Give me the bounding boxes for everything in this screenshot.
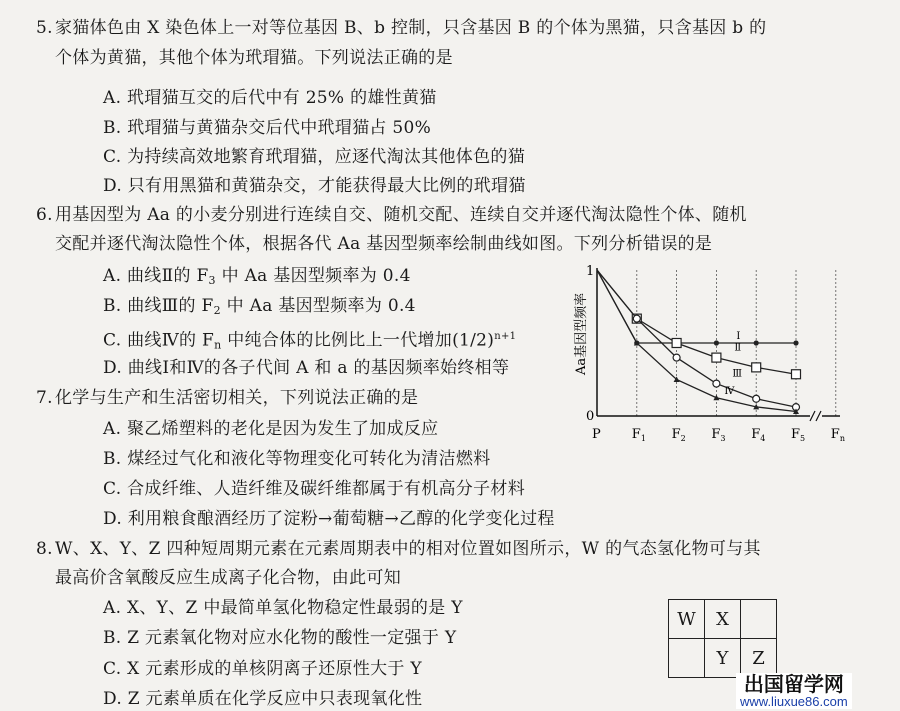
- question-number: 8.: [36, 539, 53, 559]
- data-point: [673, 354, 680, 361]
- option-b: B. 煤经过气化和液化等物理变化可转化为清洁燃料: [103, 449, 491, 469]
- cell-w: W: [669, 600, 705, 639]
- cell-empty: [669, 639, 705, 678]
- y-tick-label: 0: [586, 409, 595, 424]
- logo-url: www.liuxue86.com: [740, 694, 848, 709]
- question-stem: 最高价含氧酸反应生成离子化合物，由此可知: [55, 568, 401, 588]
- x-tick-label: P: [592, 427, 601, 442]
- x-tick-label: $F_3$: [711, 427, 726, 443]
- data-point: [713, 380, 720, 387]
- question-number: 7.: [36, 388, 53, 408]
- question-stem: 用基因型为 Aa 的小麦分别进行连续自交、随机交配、连续自交并逐代淘汰隐性个体、随机: [55, 205, 747, 225]
- data-point: [752, 363, 761, 372]
- data-point: [793, 340, 798, 345]
- x-tick-label: $F_5$: [791, 427, 806, 443]
- series-label: Ⅰ: [736, 331, 741, 342]
- option-c: C. 曲线Ⅳ的 $F_n$ 中纯合体的比例比上一代增加$(1/2)^{n+1}$: [103, 330, 517, 352]
- option-a: A. X、Y、Z 中最简单氢化物稳定性最弱的是 Y: [103, 598, 463, 618]
- option-b: B. 玳瑁猫与黄猫杂交后代中玳瑁猫占 50%: [103, 118, 432, 138]
- cell-y: Y: [705, 639, 741, 678]
- option-c: C. X 元素形成的单核阴离子还原性大于 Y: [103, 659, 422, 679]
- option-d: D. 只有用黑猫和黄猫杂交，才能获得最大比例的玳瑁猫: [103, 176, 526, 196]
- question-stem: 化学与生产和生活密切相关，下列说法正确的是: [55, 388, 419, 408]
- series-label: Ⅳ: [724, 386, 735, 398]
- cell-x: X: [705, 600, 741, 639]
- series-line-Ⅲ: [597, 270, 796, 407]
- option-c: C. 合成纤维、人造纤维及碳纤维都属于有机高分子材料: [103, 479, 526, 499]
- series-label: Ⅱ: [734, 342, 742, 354]
- axis-break-mark: [810, 411, 815, 421]
- option-d: D. 利用粮食酿酒经历了淀粉→葡萄糖→乙醇的化学变化过程: [103, 509, 555, 529]
- data-point: [714, 340, 719, 345]
- option-c: C. 为持续高效地繁育玳瑁猫，应逐代淘汰其他体色的猫: [103, 147, 526, 167]
- data-point: [672, 339, 681, 348]
- logo-name: 出国留学网: [743, 672, 844, 696]
- series-line-Ⅱ: [597, 270, 796, 374]
- option-d: D. Z 元素单质在化学反应中只表现氧化性: [103, 689, 423, 709]
- site-logo: [736, 673, 852, 709]
- x-tick-label: $F_n$: [830, 427, 845, 443]
- data-point: [792, 370, 801, 379]
- x-tick-label: $F_1$: [631, 427, 646, 443]
- question-stem: W、X、Y、Z 四种短周期元素在元素周期表中的相对位置如图所示，W 的气态氢化物可与其: [55, 539, 761, 559]
- option-b: B. 曲线Ⅲ的 $F_2$ 中 Aa 基因型频率为 0.4: [103, 296, 416, 317]
- y-axis-label: Aa基因型频率: [574, 292, 589, 375]
- series-line-Ⅳ: [597, 270, 796, 411]
- y-tick-label: 1: [586, 264, 595, 279]
- option-b: B. Z 元素氧化物对应水化物的酸性一定强于 Y: [103, 628, 457, 648]
- question-stem: 个体为黄猫，其他个体为玳瑁猫。下列说法正确的是: [55, 48, 453, 68]
- axis-break-mark: [816, 411, 821, 421]
- option-a: A. 曲线Ⅱ的 $F_3$ 中 Aa 基因型频率为 0.4: [103, 266, 411, 287]
- question-number: 5.: [36, 18, 53, 38]
- genotype-frequency-chart: [560, 258, 860, 448]
- cell-z: Z: [741, 639, 777, 678]
- data-point: [633, 315, 640, 322]
- data-point: [753, 395, 760, 402]
- option-a: A. 聚乙烯塑料的老化是因为发生了加成反应: [103, 419, 439, 439]
- cell-empty: [741, 600, 777, 639]
- x-tick-label: $F_4$: [751, 427, 766, 443]
- question-stem: 交配并逐代淘汰隐性个体，根据各代 Aa 基因型频率绘制曲线如图。下列分析错误的是: [55, 234, 713, 254]
- option-a: A. 玳瑁猫互交的后代中有 25% 的雄性黄猫: [103, 88, 437, 108]
- question-stem: 家猫体色由 X 染色体上一对等位基因 B、b 控制，只含基因 B 的个体为黑猫，只含基因 b 的: [55, 18, 767, 38]
- series-label: Ⅲ: [732, 368, 743, 380]
- data-point: [712, 353, 721, 362]
- question-number: 6.: [36, 205, 53, 225]
- option-d: D. 曲线Ⅰ和Ⅳ的各子代间 A 和 a 的基因频率始终相等: [103, 358, 510, 378]
- x-tick-label: $F_2$: [671, 427, 686, 443]
- periodic-table-fragment: [668, 599, 777, 678]
- data-point: [754, 340, 759, 345]
